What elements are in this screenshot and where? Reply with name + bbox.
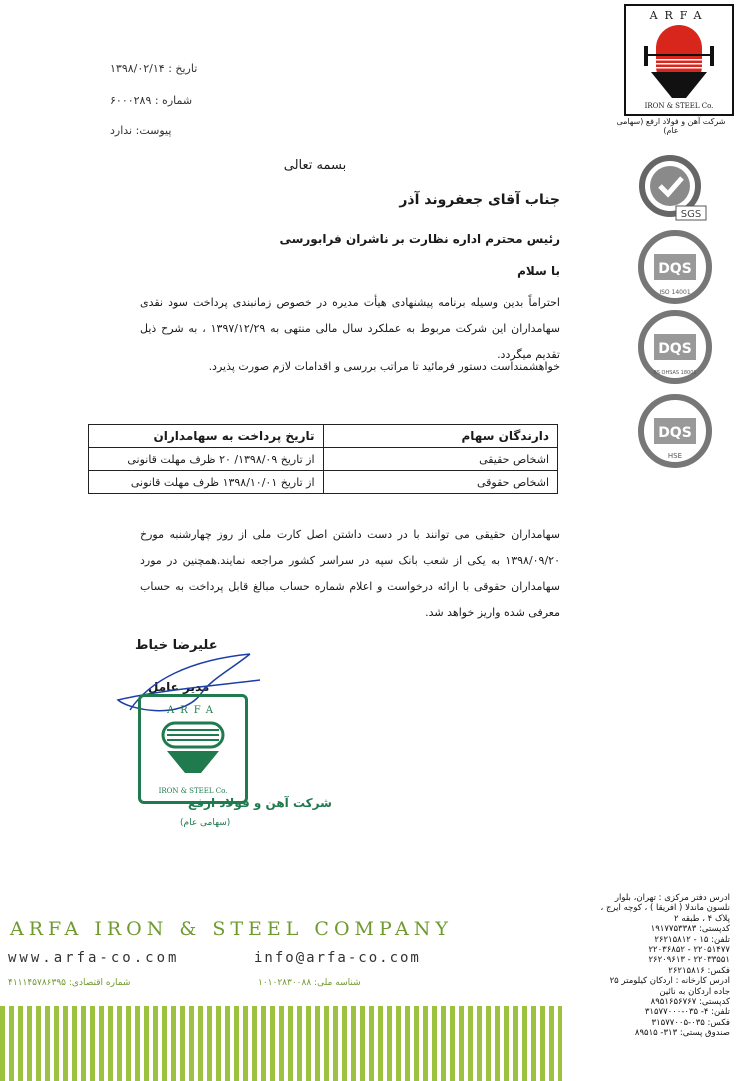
- hse-dqs-icon: [636, 392, 714, 470]
- logo-arfa-text: ARFA: [649, 9, 709, 22]
- payment-schedule-table: [88, 424, 558, 494]
- company-logo: [624, 4, 734, 116]
- svg-text:DQS: DQS: [658, 341, 692, 357]
- address-line: ۲۲۰۳۳۵۵۱ - ۲۶۲۰۹۶۱۳: [648, 955, 730, 966]
- stamp-iron-text: IRON & STEEL Co.: [158, 787, 228, 795]
- attachment-value: ندارد: [110, 124, 133, 137]
- ohsas-18001-dqs-icon: [636, 308, 714, 386]
- logo-caption: شرکت آهن و فولاد ارفع (سهامی عام): [616, 117, 726, 135]
- table-cell: اشخاص حقیقی: [323, 448, 558, 471]
- paragraph-intro: احتراماً بدین وسیله برنامه پیشنهادی هیأت مدیره در خصوص زمانبندی پرداخت سود نقدی سهامداران این شرکت مربوط به عملکرد سال مالی منتهی به ۱۳۹۷/۱۲/۲۹ ، به شرح ذیل تقدیم میگردد.: [140, 296, 560, 361]
- address-block: [572, 893, 730, 1039]
- table-row: [89, 448, 558, 471]
- address-line: کدپستی: ۸۹۵۱۶۵۶۷۶۷: [650, 997, 730, 1008]
- email-text: info@arfa-co.com: [254, 950, 421, 966]
- iso-9001-sgs-icon: [636, 150, 714, 228]
- address-line: پلاک ۴ ، طبقه ۲: [674, 913, 730, 924]
- greeting: با سلام: [517, 264, 560, 278]
- cert-label-14001: ISO 14001: [659, 289, 691, 296]
- cert-label-18001: BS OHSAS 18001: [653, 370, 697, 376]
- table-row: [89, 471, 558, 494]
- signatory-name: علیرضا خیاط: [135, 638, 218, 653]
- table-cell: از تاریخ ۱۳۹۸/۰۹/ ۲۰ ظرف مهلت قانونی: [89, 448, 324, 471]
- svg-text:DQS: DQS: [658, 425, 692, 441]
- address-line: تلفن: ۱۵ - ۲۶۲۱۵۸۱۲: [654, 934, 730, 945]
- attachment-label: پیوست:: [135, 124, 172, 137]
- stamp-caption-secondary: (سهامی عام): [180, 818, 231, 828]
- number-value: ۶۰۰۰۲۸۹: [110, 94, 152, 107]
- company-stamp: [138, 694, 248, 804]
- furnace-icon: [626, 6, 732, 114]
- recipient-title: رئیس محترم اداره نظارت بر ناشران فرابورسی: [279, 232, 560, 246]
- stamp-arfa-text: ARFA: [166, 705, 220, 716]
- invocation: بسمه تعالی: [283, 158, 347, 173]
- cert-label-hse: HSE: [667, 452, 683, 460]
- number-label: شماره :: [154, 94, 193, 107]
- address-line: صندوق پستی: ۳۱۳- ۸۹۵۱۵: [634, 1028, 730, 1039]
- economic-id: شماره اقتصادی: ۴۱۱۱۴۵۷۸۶۳۹۵: [8, 978, 131, 988]
- paragraph-request: خواهشمنداست دستور فرمائید تا مراتب بررسی و اقدامات لازم صورت پذیرد.: [208, 360, 560, 373]
- paragraph-payment: سهامداران حقیقی می توانند با در دست داشتن اصل کارت ملی از روز چهارشنبه مورخ ۱۳۹۸/۰۹/۲۰ به یکی از شعب بانک سپه در سراسر کشور مراجعه نمایند.همچنین در مورد سهامداران حقوقی با ارائه درخواست و اعلام شماره حساب مبالغ قابل پرداخت به حساب معرفی شده واریز خواهد شد.: [140, 528, 560, 619]
- table-header: دارندگان سهام: [323, 425, 558, 448]
- address-line: جاده اردکان به نائین: [659, 986, 730, 997]
- table-cell: اشخاص حقوقی: [323, 471, 558, 494]
- company-name-footer: ARFA IRON & STEEL COMPANY: [10, 918, 453, 940]
- footer-stripes: [0, 1006, 562, 1081]
- stamp-caption: شرکت آهن و فولاد ارفع: [188, 796, 332, 810]
- address-line: کدپستی: ۱۹۱۷۷۵۳۳۸۳: [650, 924, 730, 935]
- date-value: ۱۳۹۸/۰۲/۱۴: [110, 62, 165, 75]
- address-line: ۲۲۰۵۱۴۷۷ - ۲۲۰۳۶۸۵۲: [648, 945, 730, 956]
- address-line: تلفن: ۴- ۰۳۵-۳۱۵۷۷۰۰۰: [644, 1007, 730, 1018]
- cert-label-sgs: SGS: [680, 209, 702, 220]
- svg-text:DQS: DQS: [658, 261, 692, 277]
- recipient-name: جناب آقای جعفروند آذر: [399, 192, 560, 208]
- website-text: www.arfa-co.com: [8, 950, 180, 966]
- iso-14001-dqs-icon: [636, 228, 714, 306]
- stamp-furnace-icon: [141, 697, 245, 801]
- table-cell: از تاریخ ۱۳۹۸/۱۰/۰۱ ظرف مهلت قانونی: [89, 471, 324, 494]
- table-header-row: [89, 425, 558, 448]
- address-line: فکس: ۲۶۲۱۵۸۱۶: [668, 965, 730, 976]
- national-id: شناسه ملی: ۱۰۱۰۲۸۳۰۰۸۸: [258, 978, 361, 988]
- date-label: تاریخ :: [168, 62, 198, 75]
- logo-iron-text: IRON & STEEL Co.: [644, 102, 714, 110]
- address-line: فکس: ۰۳۵-۳۱۵۷۷۰۰۵: [651, 1017, 730, 1028]
- attachment-line: [110, 124, 230, 137]
- date-line: [110, 62, 230, 75]
- address-line: آدرس کارخانه : اردکان کیلومتر ۲۵: [609, 976, 730, 987]
- table-header: تاریخ پرداخت به سهامداران: [89, 425, 324, 448]
- address-line: آدرس دفتر مرکزی : تهران، بلوار: [614, 893, 730, 903]
- number-line: [110, 94, 230, 107]
- address-line: نلسون ماندلا ( آفریقا ) ، کوچه ایرج ،: [600, 903, 730, 914]
- signatory-title: مدیر عامل: [148, 680, 210, 694]
